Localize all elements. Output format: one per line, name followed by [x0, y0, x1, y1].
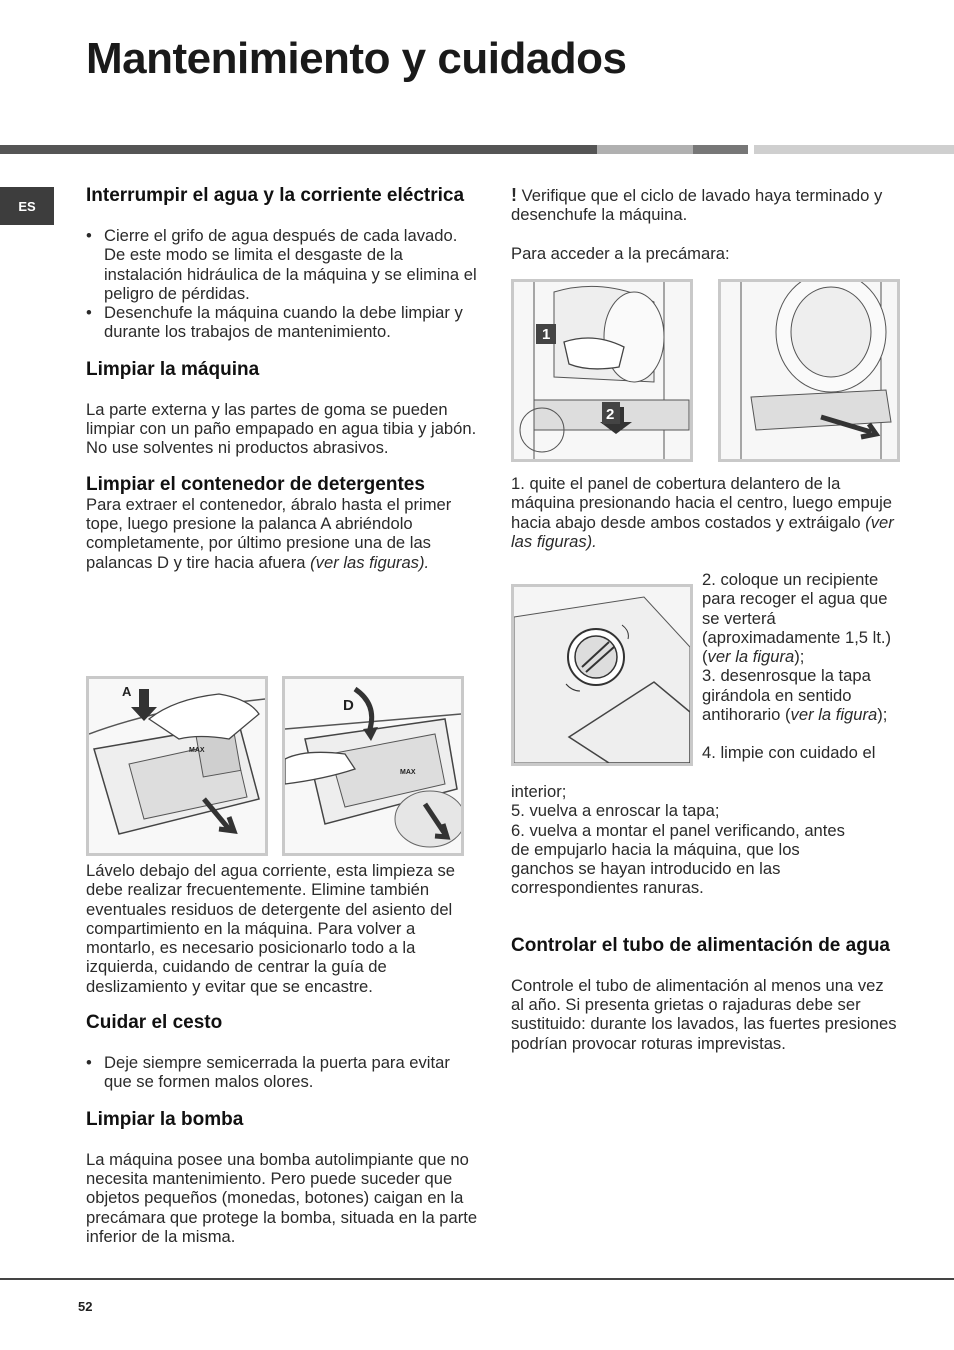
section-heading-clean-machine: Limpiar la máquina	[86, 358, 260, 380]
section-heading-detergent-drawer: Limpiar el contenedor de detergentes	[86, 473, 425, 495]
figure-pump-cap	[511, 584, 693, 766]
right-column-lower	[511, 782, 901, 1053]
figure-number-1: 1	[542, 326, 551, 343]
detergent-drawer-text: Para extraer el contenedor, ábralo hasta el primer tope, luego presione la palanca A abriéndolo completamente, por último presione una de las palancas D y tire hacia afuera (ver las figuras).	[86, 494, 452, 572]
drawer-a-illustration	[89, 679, 265, 853]
step-1-text: 1. quite el panel de cobertura delantero de la máquina presionando hacia el centro, luego empuje hacia abajo desde ambos costados y extráigalo (ver las figuras).	[511, 474, 894, 551]
step-2-text: 2. coloque un recipiente para recoger el agua que se verterá (aproximadamente 1,5 lt.) (ver la figura);	[702, 570, 892, 667]
max-label: MAX	[189, 747, 205, 754]
header-bar-mid	[693, 145, 748, 154]
right-column-steps	[511, 474, 901, 551]
section-heading-water-hose: Controlar el tubo de alimentación de agua	[511, 934, 890, 956]
figure-panel-removal-1	[511, 279, 693, 462]
header-bar-dark	[0, 145, 597, 154]
max-label: MAX	[400, 769, 416, 776]
right-column-steps-2	[702, 570, 902, 763]
section-heading-drum: Cuidar el cesto	[86, 1012, 223, 1034]
pump-text: La máquina posee una bomba autolimpiante que no necesita mantenimiento. Pero puede suceder que objetos pequeños (monedas, botones) caigan en la precámara que protege la bomba, situada en la parte inferior de la misma.	[86, 1149, 478, 1246]
list-item: • Cierre el grifo de agua después de cada lavado. De este modo se limita el desgaste de la instalación hidráulica de la máquina y se elimina el peligro de pérdidas.	[86, 226, 478, 303]
panel-pull-illustration	[721, 282, 897, 459]
page-number: 52	[78, 1299, 93, 1314]
step-5-text: 5. vuelva a enroscar la tapa;	[511, 801, 720, 821]
drawer-d-illustration	[285, 679, 461, 853]
right-column-top	[511, 186, 901, 263]
step-4-rest: interior;	[511, 782, 567, 801]
left-column	[86, 186, 478, 572]
page-title: Mantenimiento y cuidados	[86, 34, 627, 83]
figure-drawer-lever-d	[282, 676, 464, 856]
figure-drawer-lever-a	[86, 676, 268, 856]
figure-label-a: A	[122, 684, 132, 699]
section-heading-water-power: Interrumpir el agua y la corriente eléctrica	[86, 185, 465, 206]
pump-cap-illustration	[514, 587, 690, 763]
clean-machine-text: La parte externa y las partes de goma se pueden limpiar con un paño empapado en agua tibia y jabón. No use solventes ni productos abrasivos.	[86, 399, 477, 458]
water-hose-text: Controle el tubo de alimentación al menos una vez al año. Si presenta grietas o rajaduras debe ser sustituido: durante los lavados, las fuertes presiones podrían provocar roturas imprevistas.	[511, 975, 897, 1053]
section-heading-pump: Limpiar la bomba	[86, 1108, 244, 1130]
header-bar-light	[597, 145, 693, 154]
figure-label-d: D	[343, 697, 354, 714]
list-item: • Deje siempre semicerrada la puerta para evitar que se formen malos olores.	[86, 1053, 478, 1092]
warning-mark: !	[511, 185, 517, 205]
drum-list	[86, 1053, 478, 1092]
step-3-text: 3. desenrosque la tapa girándola en sentido antihorario (ver la figura);	[702, 666, 888, 725]
drawer-wash-text: Lávelo debajo del agua corriente, esta limpieza se debe realizar frecuentemente. Elimine también eventuales residuos de detergente del asiento del compartimiento en la máquina. Para volver a montarlo, es necesario posicionarlo todo a la izquierda, cuidando de centrar la guía de deslizamiento y evitar que se encastre.	[86, 861, 455, 996]
lever-a-label: A	[320, 513, 331, 533]
step-4-start: 4. limpie con cuidado el	[702, 743, 876, 763]
footer-divider	[0, 1278, 954, 1280]
language-tab: ES	[0, 187, 54, 225]
access-text: Para acceder a la precámara:	[511, 243, 730, 263]
lever-d-label: D	[157, 552, 170, 572]
figure-panel-removal-2	[718, 279, 900, 462]
step-6-text: 6. vuelva a montar el panel verificando, antes de empujarlo hacia la máquina, que los ganchos se hayan introducido en las correspondientes ranuras.	[511, 820, 845, 898]
water-power-list	[86, 226, 478, 342]
warning-text: ! Verifique que el ciclo de lavado haya terminado y desenchufe la máquina.	[511, 185, 883, 225]
list-item: • Desenchufe la máquina cuando la debe limpiar y durante los trabajos de mantenimiento.	[86, 303, 478, 342]
panel-removal-illustration	[514, 282, 690, 459]
header-bar-end	[754, 145, 954, 154]
figure-number-2: 2	[606, 406, 615, 423]
left-column-lower	[86, 861, 478, 1246]
